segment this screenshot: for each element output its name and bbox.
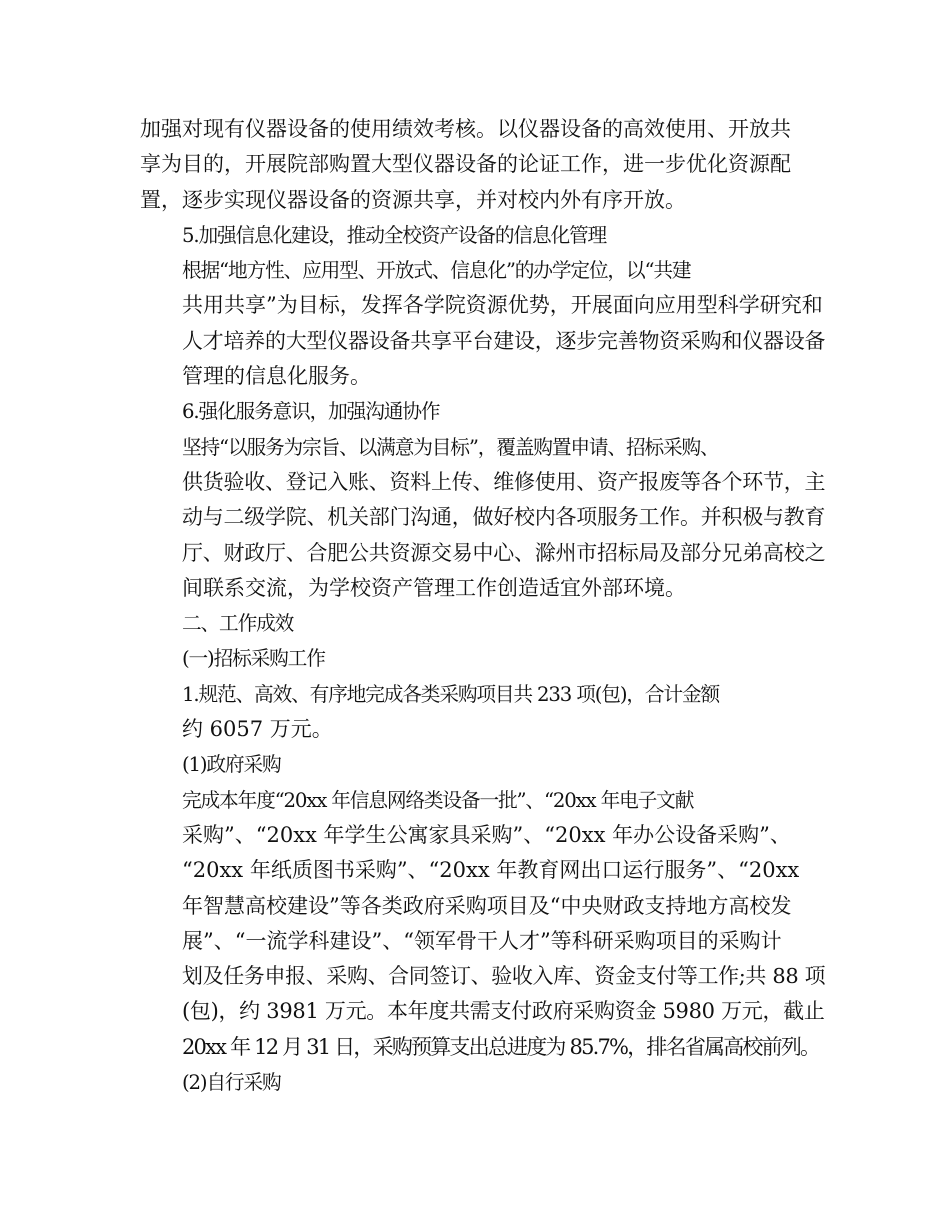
text-line: 1.规范、高效、有序地完成各类采购项目共 233 项(包)，合计金额 bbox=[182, 682, 719, 706]
heading-text: (一)招标采购工作 bbox=[182, 647, 325, 671]
text-line: 完成本年度“20xx 年信息网络类设备一批”、“20xx 年电子文献 bbox=[182, 788, 694, 812]
heading-text: (2)自行采购 bbox=[182, 1071, 281, 1095]
paragraph-procurement-summary bbox=[140, 677, 825, 748]
text-line: 厅、财政厅、合肥公共资源交易中心、滁州市招标局及部分兄弟高校之 bbox=[182, 540, 826, 565]
heading-procurement-work bbox=[140, 641, 825, 676]
heading-service-awareness bbox=[140, 394, 825, 429]
text-line: 加强对现有仪器设备的使用绩效考核。以仪器设备的高效使用、开放共 bbox=[140, 117, 791, 141]
text-line: 管理的信息化服务。 bbox=[182, 364, 371, 389]
heading-government-procurement bbox=[140, 747, 825, 782]
heading-text: 二、工作成效 bbox=[182, 612, 294, 636]
text-line: 共用共享”为目标，发挥各学院资源优势，开展面向应用型科学研究和 bbox=[182, 293, 823, 318]
heading-text: 6.强化服务意识，加强沟通协作 bbox=[182, 400, 440, 424]
text-line: “20xx 年纸质图书采购”、“20xx 年教育网出口运行服务”、“20xx bbox=[182, 858, 800, 883]
heading-work-results bbox=[140, 606, 825, 641]
paragraph-informatization bbox=[140, 253, 825, 394]
paragraph-government-procurement bbox=[140, 783, 825, 1065]
text-line: 享为目的，开展院部购置大型仪器设备的论证工作，进一步优化资源配 bbox=[140, 152, 791, 177]
heading-informatization bbox=[140, 218, 825, 253]
text-line: (包)，约 3981 万元。本年度共需支付政府采购资金 5980 万元，截止 bbox=[182, 999, 825, 1024]
document-page bbox=[140, 112, 825, 1100]
heading-self-procurement bbox=[140, 1065, 825, 1100]
text-line: 人才培养的大型仪器设备共享平台建设，逐步完善物资采购和仪器设备 bbox=[182, 328, 826, 353]
text-line: 动与二级学院、机关部门沟通，做好校内各项服务工作。并积极与教育 bbox=[182, 505, 826, 530]
paragraph-service-awareness bbox=[140, 430, 825, 606]
heading-text: (1)政府采购 bbox=[182, 753, 281, 777]
text-line: 划及任务申报、采购、合同签订、验收入库、资金支付等工作;共 88 项 bbox=[182, 964, 826, 989]
text-line: 间联系交流，为学校资产管理工作创造适宜外部环境。 bbox=[182, 575, 686, 600]
paragraph-performance-assessment bbox=[140, 112, 825, 218]
text-line: 采购”、“20xx 年学生公寓家具采购”、“20xx 年办公设备采购”、 bbox=[182, 822, 791, 847]
text-line: 约 6057 万元。 bbox=[182, 717, 333, 742]
heading-text: 5.加强信息化建设，推动全校资产设备的信息化管理 bbox=[182, 223, 607, 247]
text-line: 供货验收、登记入账、资料上传、维修使用、资产报废等各个环节，主 bbox=[182, 469, 826, 494]
text-line: 根据“地方性、应用型、开放式、信息化”的办学定位，以“共建 bbox=[182, 259, 691, 283]
text-line: 展”、“一流学科建设”、“领军骨干人才”等科研采购项目的采购计 bbox=[182, 928, 782, 953]
text-line: 20xx 年 12 月 31 日，采购预算支出总进度为 85.7%，排名省属高校前列。 bbox=[182, 1034, 820, 1059]
text-line: 坚持“以服务为宗旨、以满意为目标”，覆盖购置申请、招标采购、 bbox=[182, 435, 719, 459]
text-line: 置，逐步实现仪器设备的资源共享，并对校内外有序开放。 bbox=[140, 187, 686, 212]
text-line: 年智慧高校建设”等各类政府采购项目及“中央财政支持地方高校发 bbox=[182, 893, 792, 918]
